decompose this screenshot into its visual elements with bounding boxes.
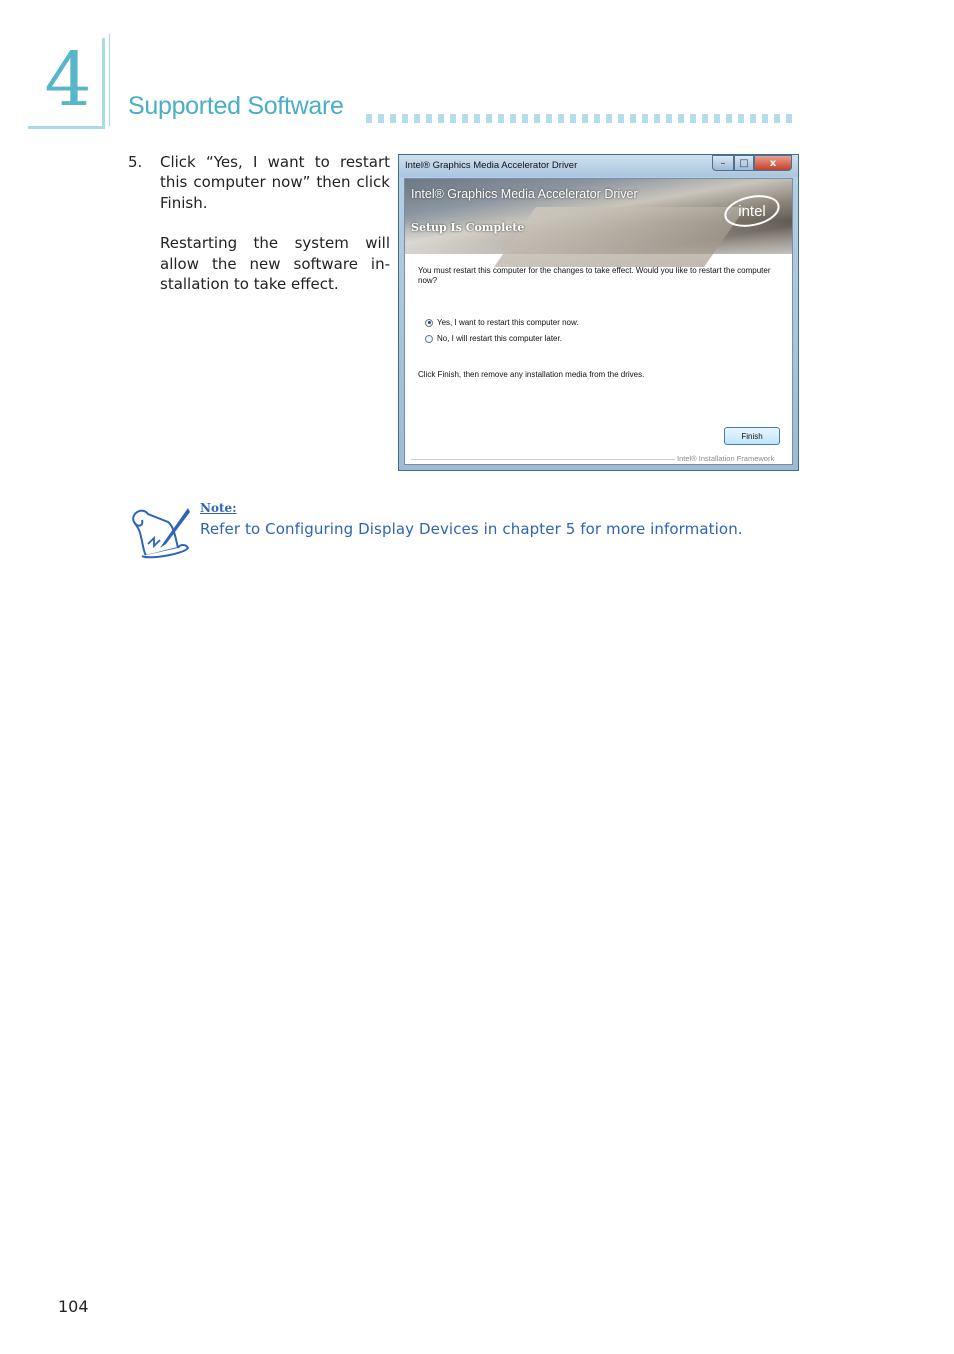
- banner-subtitle: Setup Is Complete: [411, 221, 525, 234]
- radio-restart-now[interactable]: [425, 318, 579, 327]
- banner-title: Intel® Graphics Media Accelerator Driver: [411, 187, 638, 201]
- radio-restart-later[interactable]: [425, 334, 562, 343]
- window-client-area: [404, 178, 793, 465]
- step-number: 5.: [128, 153, 143, 171]
- maximize-button[interactable]: □: [734, 155, 754, 171]
- footer-divider: [411, 459, 675, 460]
- installer-window: [398, 154, 799, 471]
- note-text: Refer to Configuring Display Devices in chapter 5 for more information.: [200, 520, 743, 538]
- footer-brand: Intel® Installation Framework: [677, 454, 775, 463]
- window-title: Intel® Graphics Media Accelerator Driver: [405, 160, 578, 171]
- title-dotted-rule: [366, 114, 798, 123]
- note-scroll-icon: [128, 500, 192, 560]
- window-titlebar: [399, 155, 798, 177]
- step-instruction: Click “Yes, I want to restart this computer now” then click Finish.: [160, 153, 390, 212]
- step-5: [128, 152, 390, 314]
- minimize-button[interactable]: –: [712, 155, 734, 171]
- radio-restart-later-label: No, I will restart this computer later.: [437, 334, 562, 343]
- intel-logo-icon: [722, 193, 782, 229]
- intel-logo-text: intel: [738, 203, 766, 220]
- close-button[interactable]: x: [754, 155, 792, 171]
- restart-message: You must restart this computer for the changes to take effect. Would you like to restart the computer now?: [418, 266, 771, 285]
- finish-instruction: Click Finish, then remove any installation media from the drives.: [418, 370, 645, 379]
- step-explanation: Restarting the system will allow the new software in-stallation to take effect.: [160, 234, 390, 294]
- finish-button[interactable]: Finish: [724, 427, 780, 445]
- chapter-title: Supported Software: [128, 92, 344, 120]
- road-graphic: [494, 207, 746, 267]
- radio-unselected-icon[interactable]: [425, 335, 433, 343]
- radio-selected-icon[interactable]: [425, 319, 433, 327]
- window-controls: [712, 155, 792, 172]
- radio-restart-now-label: Yes, I want to restart this computer now.: [437, 318, 579, 327]
- note-label: Note:: [200, 501, 237, 515]
- page-number: 104: [58, 1297, 89, 1316]
- chapter-number: 4: [44, 37, 92, 123]
- banner-image: [405, 179, 792, 254]
